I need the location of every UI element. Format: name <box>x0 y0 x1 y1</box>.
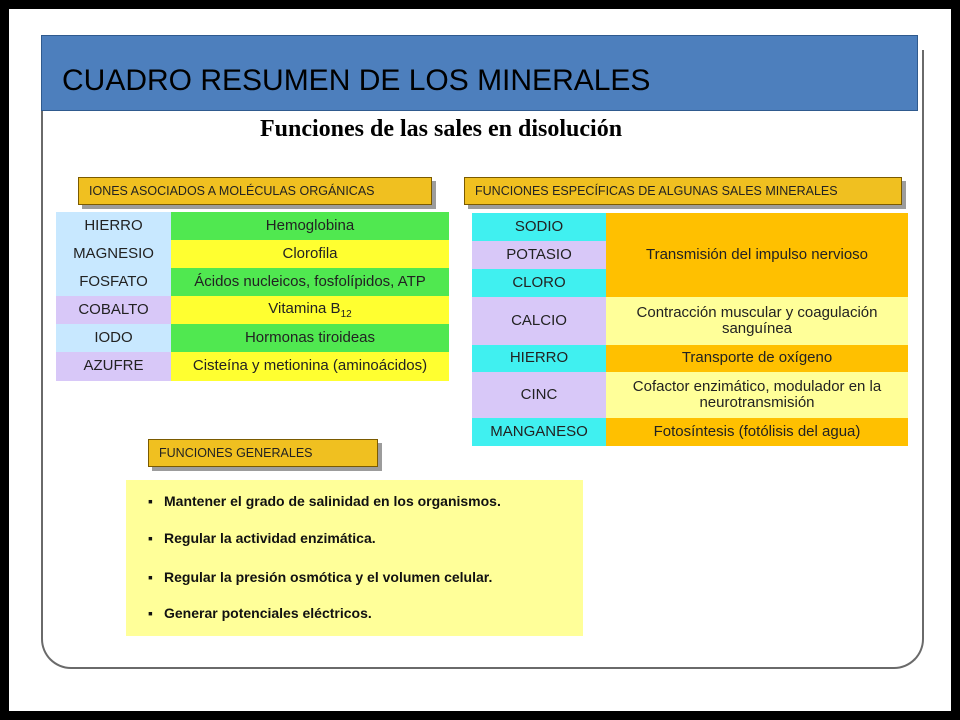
molecule-cell: Hemoglobina <box>171 212 449 240</box>
table-row <box>472 297 908 345</box>
function-cell: Fotosíntesis (fotólisis del agua) <box>606 418 908 446</box>
list-item <box>148 605 372 621</box>
molecule-cell <box>171 296 449 324</box>
list-item-text: Regular la actividad enzimática. <box>164 530 376 546</box>
salt-cell: CLORO <box>472 269 606 297</box>
left-table-header: IONES ASOCIADOS A MOLÉCULAS ORGÁNICAS <box>78 177 432 205</box>
list-item-text: Mantener el grado de salinidad en los organismos. <box>164 493 501 509</box>
list-item <box>148 493 501 509</box>
table-row <box>56 296 449 324</box>
right-table-header: FUNCIONES ESPECÍFICAS DE ALGUNAS SALES MINERALES <box>464 177 902 205</box>
ions-table <box>56 212 449 381</box>
molecule-cell: Hormonas tiroideas <box>171 324 449 352</box>
slide-title: CUADRO RESUMEN DE LOS MINERALES <box>62 64 651 97</box>
table-row <box>56 212 449 240</box>
molecule-cell: Clorofila <box>171 240 449 268</box>
table-row <box>472 213 908 241</box>
general-functions-box <box>126 480 583 636</box>
salt-cell: POTASIO <box>472 241 606 269</box>
table-row <box>472 418 908 446</box>
slide-subtitle: Funciones de las sales en disolución <box>260 116 623 142</box>
molecule-cell: Ácidos nucleicos, fosfolípidos, ATP <box>171 268 449 296</box>
function-cell: Transmisión del impulso nervioso <box>606 213 908 297</box>
ion-cell: AZUFRE <box>56 352 171 381</box>
list-item-text: Regular la presión osmótica y el volumen celular. <box>164 569 493 585</box>
ion-cell: IODO <box>56 324 171 352</box>
table-row <box>472 345 908 372</box>
table-row <box>56 352 449 381</box>
list-item <box>148 530 376 546</box>
function-cell: Contracción muscular y coagulación sanguínea <box>606 297 908 345</box>
salt-cell: CINC <box>472 372 606 418</box>
ion-cell: COBALTO <box>56 296 171 324</box>
molecule-cell: Cisteína y metionina (aminoácidos) <box>171 352 449 381</box>
bullet-icon: ▪ <box>148 530 153 546</box>
salt-cell: CALCIO <box>472 297 606 345</box>
function-cell: Transporte de oxígeno <box>606 345 908 372</box>
subscript-text: 12 <box>340 308 352 320</box>
list-item-text: Generar potenciales eléctricos. <box>164 605 372 621</box>
ion-cell: HIERRO <box>56 212 171 240</box>
list-item <box>148 569 492 585</box>
molecule-text: Vitamina B <box>268 299 341 317</box>
general-header: FUNCIONES GENERALES <box>148 439 378 467</box>
salt-cell: HIERRO <box>472 345 606 372</box>
table-row <box>472 372 908 418</box>
salt-cell: MANGANESO <box>472 418 606 446</box>
function-cell: Cofactor enzimático, modulador en la neurotransmisión <box>606 372 908 418</box>
bullet-icon: ▪ <box>148 569 153 585</box>
bullet-icon: ▪ <box>148 605 153 621</box>
bullet-icon: ▪ <box>148 493 153 509</box>
table-row <box>56 240 449 268</box>
table-row <box>56 268 449 296</box>
table-row <box>56 324 449 352</box>
ion-cell: MAGNESIO <box>56 240 171 268</box>
title-bar <box>41 35 918 111</box>
salts-table <box>472 213 908 446</box>
ion-cell: FOSFATO <box>56 268 171 296</box>
salt-cell: SODIO <box>472 213 606 241</box>
